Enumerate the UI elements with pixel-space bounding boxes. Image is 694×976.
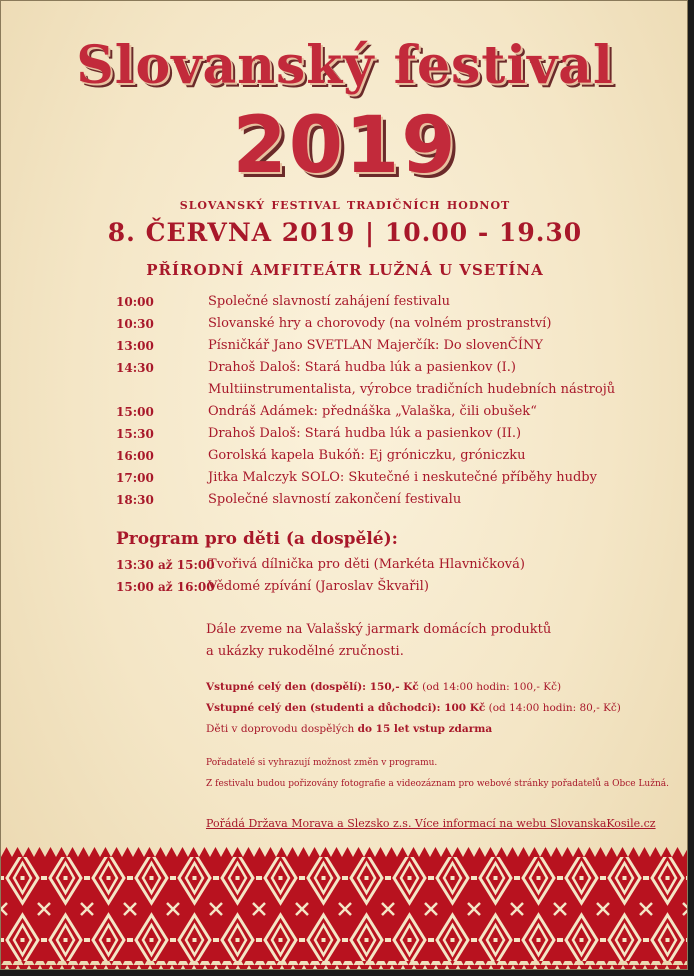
schedule-list	[116, 291, 676, 511]
schedule-activity: Společné slavností zakončení festivalu	[208, 492, 462, 507]
schedule-row	[116, 489, 676, 511]
organizer-notes	[206, 753, 676, 795]
kids-program-activity: Vědomé zpívání (Jaroslav Škvařil)	[208, 579, 429, 594]
schedule-time: 15:30	[116, 427, 154, 441]
schedule-activity: Drahoš Daloš: Stará hudba lúk a pasienkov (II.)	[208, 426, 522, 441]
kids-program-time: 13:30 až 15:00	[116, 558, 215, 572]
schedule-row	[116, 467, 676, 489]
schedule-row	[116, 445, 676, 467]
schedule-activity: Písničkář Jano SVETLAN Majerčík: Do slovenČÍNY	[208, 338, 543, 353]
ticket-adult-label: Vstupné celý den (dospělí): 150,- Kč	[206, 681, 419, 693]
ticket-adult	[206, 677, 666, 698]
note-line: Pořadatelé si vyhrazují možnost změn v programu.	[206, 758, 438, 768]
schedule-activity: Drahoš Daloš: Stará hudba lúk a pasienkov (I.)	[208, 360, 516, 375]
market-invitation	[206, 619, 646, 663]
note-line: Z festivalu budou pořizovány fotografie a videozáznam pro webové stránky pořadatelů a Obce Lužná.	[206, 779, 669, 789]
kids-program-row	[116, 576, 676, 598]
schedule-activity: Jitka Malczyk SOLO: Skutečné i neskutečné příběhy hudby	[208, 470, 597, 485]
schedule-time: 15:00	[116, 405, 154, 419]
schedule-time: 13:00	[116, 339, 154, 353]
poster-year: 2019	[232, 101, 458, 191]
schedule-activity: Slovanské hry a chorovody (na volném prostranství)	[208, 316, 552, 331]
ticket-reduced-note: (od 14:00 hodin: 80,- Kč)	[488, 702, 621, 714]
schedule-time: 16:00	[116, 449, 154, 463]
invitation-line: Dále zveme na Valašský jarmark domácích produktů	[206, 622, 552, 637]
schedule-time: 18:30	[116, 493, 154, 507]
schedule-row	[116, 401, 676, 423]
ticket-children-free: do 15 let vstup zdarma	[357, 723, 493, 735]
event-date-time: 8. ČERVNA 2019 | 10.00 - 19.30	[107, 218, 583, 247]
kids-program-row	[116, 554, 676, 576]
schedule-row	[116, 335, 676, 357]
ticket-prices	[206, 677, 666, 740]
kids-program-activity: Tvořivá dílnička pro děti (Markéta Hlavničková)	[208, 557, 525, 572]
kids-program-time: 15:00 až 16:00	[116, 580, 215, 594]
ticket-children-text: Děti v doprovodu dospělých	[206, 723, 355, 735]
schedule-row	[116, 423, 676, 445]
poster-title: Slovanský festival	[76, 35, 614, 96]
schedule-activity: Gorolská kapela Bukóň: Ej gróniczku, gróniczku	[208, 448, 526, 463]
schedule-time: 17:00	[116, 471, 154, 485]
schedule-activity: Ondráš Adámek: přednáška „Valaška, čili obušek“	[208, 404, 537, 419]
schedule-row	[116, 357, 676, 379]
ticket-reduced-label: Vstupné celý den (studenti a důchodci): 100 Kč	[206, 702, 486, 714]
invitation-line: a ukázky rukodělné zručnosti.	[206, 644, 404, 659]
schedule-time: 10:30	[116, 317, 154, 331]
folk-ornament-border	[1, 847, 688, 970]
schedule-row	[116, 291, 676, 313]
organizer-link[interactable]: Pořádá Država Morava a Slezsko z.s. Více informací na webu SlovanskaKosile.cz	[206, 817, 656, 830]
schedule-row	[116, 313, 676, 335]
ticket-adult-note: (od 14:00 hodin: 100,- Kč)	[422, 681, 562, 693]
kids-program-list	[116, 554, 676, 598]
schedule-activity: Multiinstrumentalista, výrobce tradičních hudebních nástrojů	[208, 382, 616, 397]
schedule-row	[116, 379, 676, 401]
poster-subtitle: slovanský festival tradičních hodnot	[179, 195, 511, 213]
ticket-reduced	[206, 698, 666, 719]
schedule-activity: Společné slavností zahájení festivalu	[208, 294, 450, 309]
kids-program-title: Program pro děti (a dospělé):	[116, 529, 398, 549]
schedule-time: 10:00	[116, 295, 154, 309]
schedule-time: 14:30	[116, 361, 154, 375]
ticket-children	[206, 719, 666, 740]
event-venue: PŘÍRODNÍ AMFITEÁTR LUŽNÁ U VSETÍNA	[146, 261, 544, 279]
